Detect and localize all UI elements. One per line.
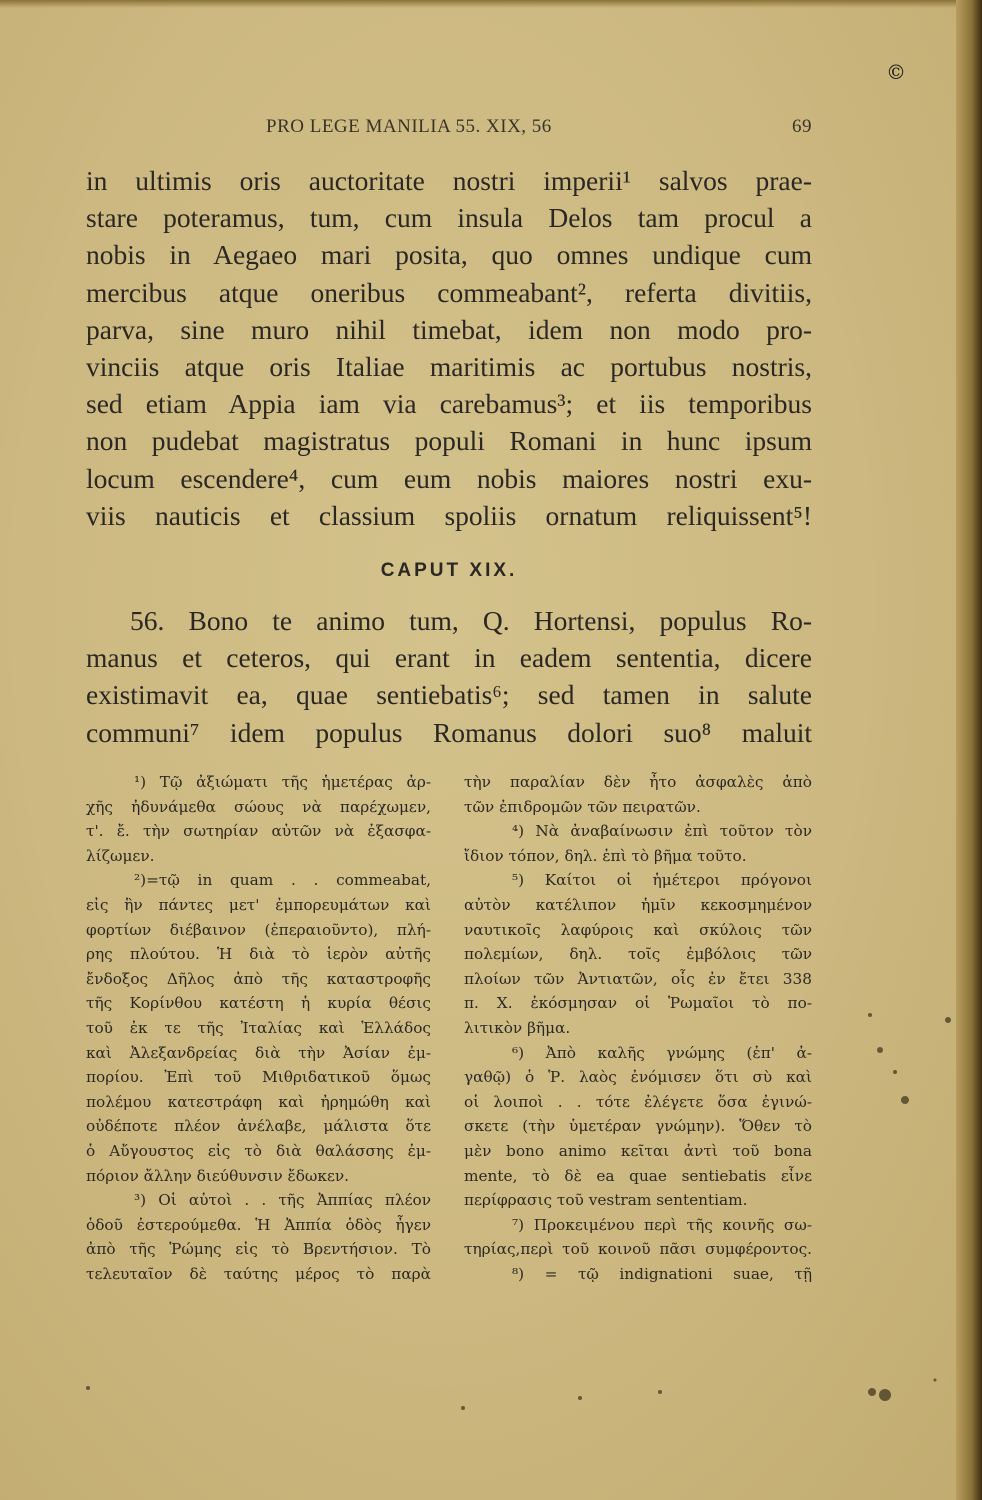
footnote-line: ²)=τῷ in quam . . commeabat, [134,871,431,890]
footnote-line: τῆς Κορίνθου κατέστη ἡ κυρία θέσις [86,994,431,1013]
text-line: non pudebat magistratus populi Romani in hunc ipsum [86,425,812,457]
footnote-line: μὲν bono animo κεῖται ἀντὶ τοῦ bona [464,1141,812,1160]
footnote-line: πόριον ἄλλην διεύθυνσιν ἔδωκεν. [86,1166,350,1185]
text-line: sed etiam Appia iam via carebamus³; et iis temporibus [86,388,812,420]
footnote-line: ἔνδοξος Δῆλος ἀπὸ τῆς καταστροφῆς [86,969,431,988]
footnote-line: τ'. ἔ. τὴν σωτηρίαν αὐτῶν νὰ ἐξασφα- [86,822,431,841]
footnote-line: περίφρασις τοῦ vestram sententiam. [464,1191,748,1210]
latin-text-block-1 [86,162,812,534]
text-line: in ultimis oris auctoritate nostri imperii¹ salvos prae- [86,165,812,196]
text-line: locum escendere⁴, cum eum nobis maiores nostri exu- [86,462,812,494]
text-line: nobis in Aegaeo mari posita, quo omnes undique cum [86,239,812,271]
footnote-line: εἰς ἣν πάντες μετ' ἐμπορευμάτων καὶ [86,895,431,914]
text-line: communi⁷ idem populus Romanus dolori suo⁸ maluit [86,716,812,748]
running-header [86,116,812,142]
footnote-line: λιτικὸν βῆμα. [464,1018,571,1037]
text-line: mercibus atque oneribus commeabant², referta divitiis, [86,276,812,308]
footnote-line: τηρίας,περὶ τοῦ κοινοῦ πᾶσι συμφέροντος. [464,1240,812,1259]
text-line: stare poteramus, tum, cum insula Delos tam procul a [86,202,812,234]
chapter-heading: CAPUT XIX. [380,560,518,581]
text-line: 56. Bono te animo tum, Q. Hortensi, populus Ro- [130,605,812,636]
text-line: vinciis atque oris Italiae maritimis ac portubus nostris, [86,350,812,382]
footnote-line: αὐτὸν κατέλιπον ἡμῖν κεκοσμημένον [464,895,812,914]
footnote-line: οἱ λοιποὶ . . τότε ἐλέγετε ὅσα ἐγινώ- [464,1092,812,1111]
text-line: parva, sine muro nihil timebat, idem non modo pro- [86,313,812,345]
page-top-edge [0,0,982,8]
footnote-line: ¹) Τῷ ἀξιώματι τῆς ἡμετέρας ἀρ- [134,773,431,791]
copyright-mark: © [886,60,906,84]
footnote-line: τῶν ἐπιδρομῶν τῶν πειρατῶν. [464,797,701,816]
footnote-line: ναυτικοῖς λαφύροις καὶ σκύλοις τῶν [464,920,812,939]
footnote-line: ³) Οἱ αὐτοὶ . . τῆς Ἀππίας πλέον [134,1191,431,1210]
footnotes-left-column [86,770,431,1286]
footnote-line: ἀπὸ τῆς Ῥώμης εἰς τὸ Βρεντήσιον. Τὸ [86,1240,431,1259]
footnote-line: πλοίων τῶν Ἀντιατῶν, οἷς ἐν ἔτει 338 [464,969,812,988]
footnote-line: ὁδοῦ ἐστερούμεθα. Ἡ Ἀππία ὁδὸς ἦγεν [86,1215,431,1234]
footnote-line: γαθῷ) ὁ Ῥ. λαὸς ἐνόμισεν ὅτι σὺ καὶ [464,1068,812,1087]
text-line: existimavit ea, quae sentiebatis⁶; sed tamen in salute [86,679,812,711]
footnote-line: πολέμου κατεστράφη καὶ ἠρημώθη καὶ [86,1092,431,1111]
running-title: PRO LEGE MANILIA 55. XIX, 56 [266,116,552,137]
footnote-line: οὐδέποτε πλέον ἀνέλαβε, μάλιστα ὅτε [86,1117,431,1136]
latin-text-block-2 [86,602,812,751]
footnote-line: ⁶) Ἀπὸ καλῆς γνώμης (ἐπ' ἀ- [512,1043,812,1062]
footnote-line: χῆς ἠδυνάμεθα σώους νὰ παρέχωμεν, [86,797,431,816]
footnote-line: ⁷) Προκειμένου περὶ τῆς κοινῆς σω- [512,1215,812,1234]
footnote-line: φορτίων διέβαινον (ἐπεραιοῦντο), πλή- [86,920,431,939]
footnote-line: τελευταῖον δὲ ταύτης μέρος τὸ παρὰ [86,1264,431,1283]
footnote-line: ὁ Αὔγουστος εἰς τὸ διὰ θαλάσσης ἐμ- [86,1141,431,1160]
text-line: viis nauticis et classium spoliis ornatum reliquissent⁵! [86,499,812,531]
footnote-line: λίζωμεν. [86,846,155,865]
footnote-line: mente, τὸ δὲ ea quae sentiebatis εἶνε [464,1166,812,1185]
footnote-line: ⁵) Καίτοι οἱ ἡμέτεροι πρόγονοι [512,871,812,890]
footnote-line: πολεμίων, δηλ. τοῖς ἐμβόλοις τῶν [464,945,812,964]
footnote-line: ρης πλούτου. Ἡ διὰ τὸ ἱερὸν αὐτῆς [86,945,431,964]
text-line: manus et ceteros, qui erant in eadem sententia, dicere [86,642,812,674]
page-number: 69 [792,116,812,137]
footnote-line: πορίου. Ἐπὶ τοῦ Μιθριδατικοῦ ὅμως [86,1068,431,1087]
footnote-line: ⁴) Νὰ ἀναβαίνωσιν ἐπὶ τοῦτον τὸν [512,822,812,841]
footnote-line: τοῦ ἐκ τε τῆς Ἰταλίας καὶ Ἑλλάδος [86,1018,431,1037]
footnotes-right-column [464,770,812,1286]
footnote-line: καὶ Ἀλεξανδρείας διὰ τὴν Ἀσίαν ἐμ- [86,1043,431,1062]
footnote-line: τὴν παραλίαν δὲν ἦτο ἀσφαλὲς ἀπὸ [464,773,812,791]
page-right-edge-shadow [956,0,982,1500]
footnote-line: ⁸) = τῷ indignationi suae, τῇ [512,1264,812,1283]
footnote-line: ἴδιον τόπον, δηλ. ἐπὶ τὸ βῆμα τοῦτο. [464,846,747,865]
footnote-line: π. Χ. ἐκόσμησαν οἱ Ῥωμαῖοι τὸ πο- [464,994,812,1013]
footnote-line: σκετε (τὴν ὑμετέραν γνώμην). Ὅθεν τὸ [464,1117,812,1136]
